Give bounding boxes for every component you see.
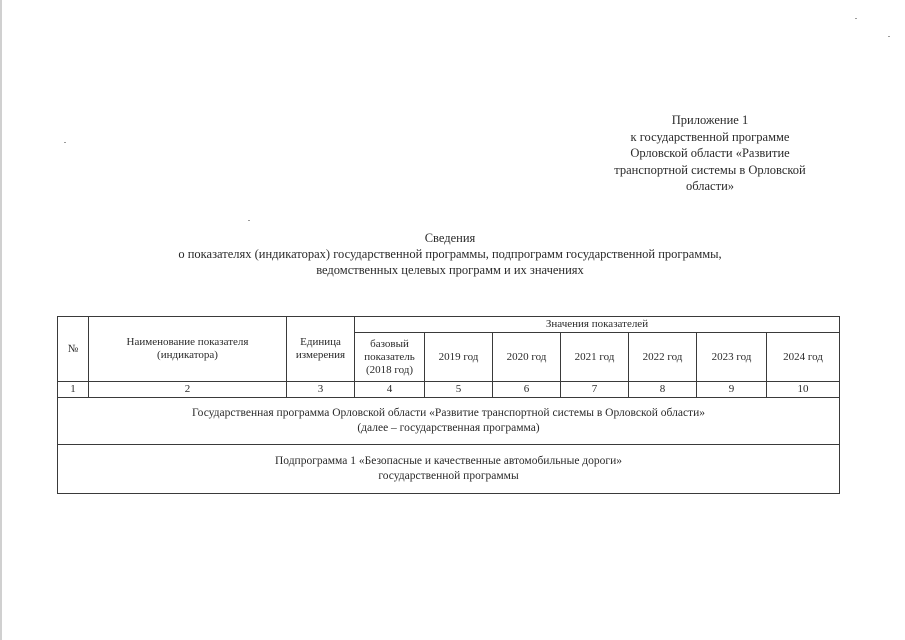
column-number: 1 [58,382,89,398]
subprogram-row-line: Подпрограмма 1 «Безопасные и качественные автомобильные дороги» [274,455,623,467]
header-base-line: показатель [364,350,415,363]
scan-speck [855,18,857,19]
document-subtitle-line: о показателях (индикаторах) государственной программы, подпрограмм государственной программы, [178,247,722,261]
column-number: 5 [425,382,493,398]
program-row-line: (далее – государственная программа) [357,422,540,434]
column-number: 10 [767,382,840,398]
column-number: 7 [561,382,629,398]
header-unit-line: Единица [300,336,341,348]
document-title: Сведения [424,231,476,245]
column-number: 4 [355,382,425,398]
scan-speck [888,36,890,37]
header-indicator-name [89,317,287,382]
document-heading [60,230,840,278]
header-number: № [58,317,89,382]
column-number: 2 [89,382,287,398]
subprogram-row-line: государственной программы [378,470,519,482]
program-row-line: Государственная программа Орловской области «Развитие транспортной системы в Орловской области» [192,407,705,419]
subprogram-row [58,445,840,494]
column-number: 3 [287,382,355,398]
appendix-line: к государственной программе [630,129,790,144]
header-base-line: (2018 год) [365,363,414,376]
indicators-table [57,316,840,494]
header-year: 2021 год [561,333,629,382]
column-number: 6 [493,382,561,398]
header-year: 2019 год [425,333,493,382]
header-base-value [355,333,425,382]
appendix-note [560,112,860,195]
header-year: 2024 год [767,333,840,382]
header-unit-line: измерения [295,349,346,361]
scan-speck [248,220,250,221]
program-row [58,398,840,445]
header-year: 2023 год [697,333,767,382]
header-indicator-name-line: (индикатора) [157,349,218,361]
scan-edge [0,0,2,640]
header-base-line: базовый [370,337,409,350]
header-year: 2020 год [493,333,561,382]
header-year: 2022 год [629,333,697,382]
column-number: 8 [629,382,697,398]
scan-speck [64,142,66,143]
appendix-line: транспортной системы в Орловской [614,162,806,177]
column-number: 9 [697,382,767,398]
header-indicator-name-line: Наименование показателя [126,336,249,348]
appendix-line: области» [685,179,735,193]
header-values-group: Значения показателей [355,317,840,333]
document-subtitle-line: ведомственных целевых программ и их значениях [316,263,584,277]
header-unit [287,317,355,382]
appendix-line: Орловской области «Развитие [630,146,790,160]
appendix-line: Приложение 1 [671,113,749,127]
